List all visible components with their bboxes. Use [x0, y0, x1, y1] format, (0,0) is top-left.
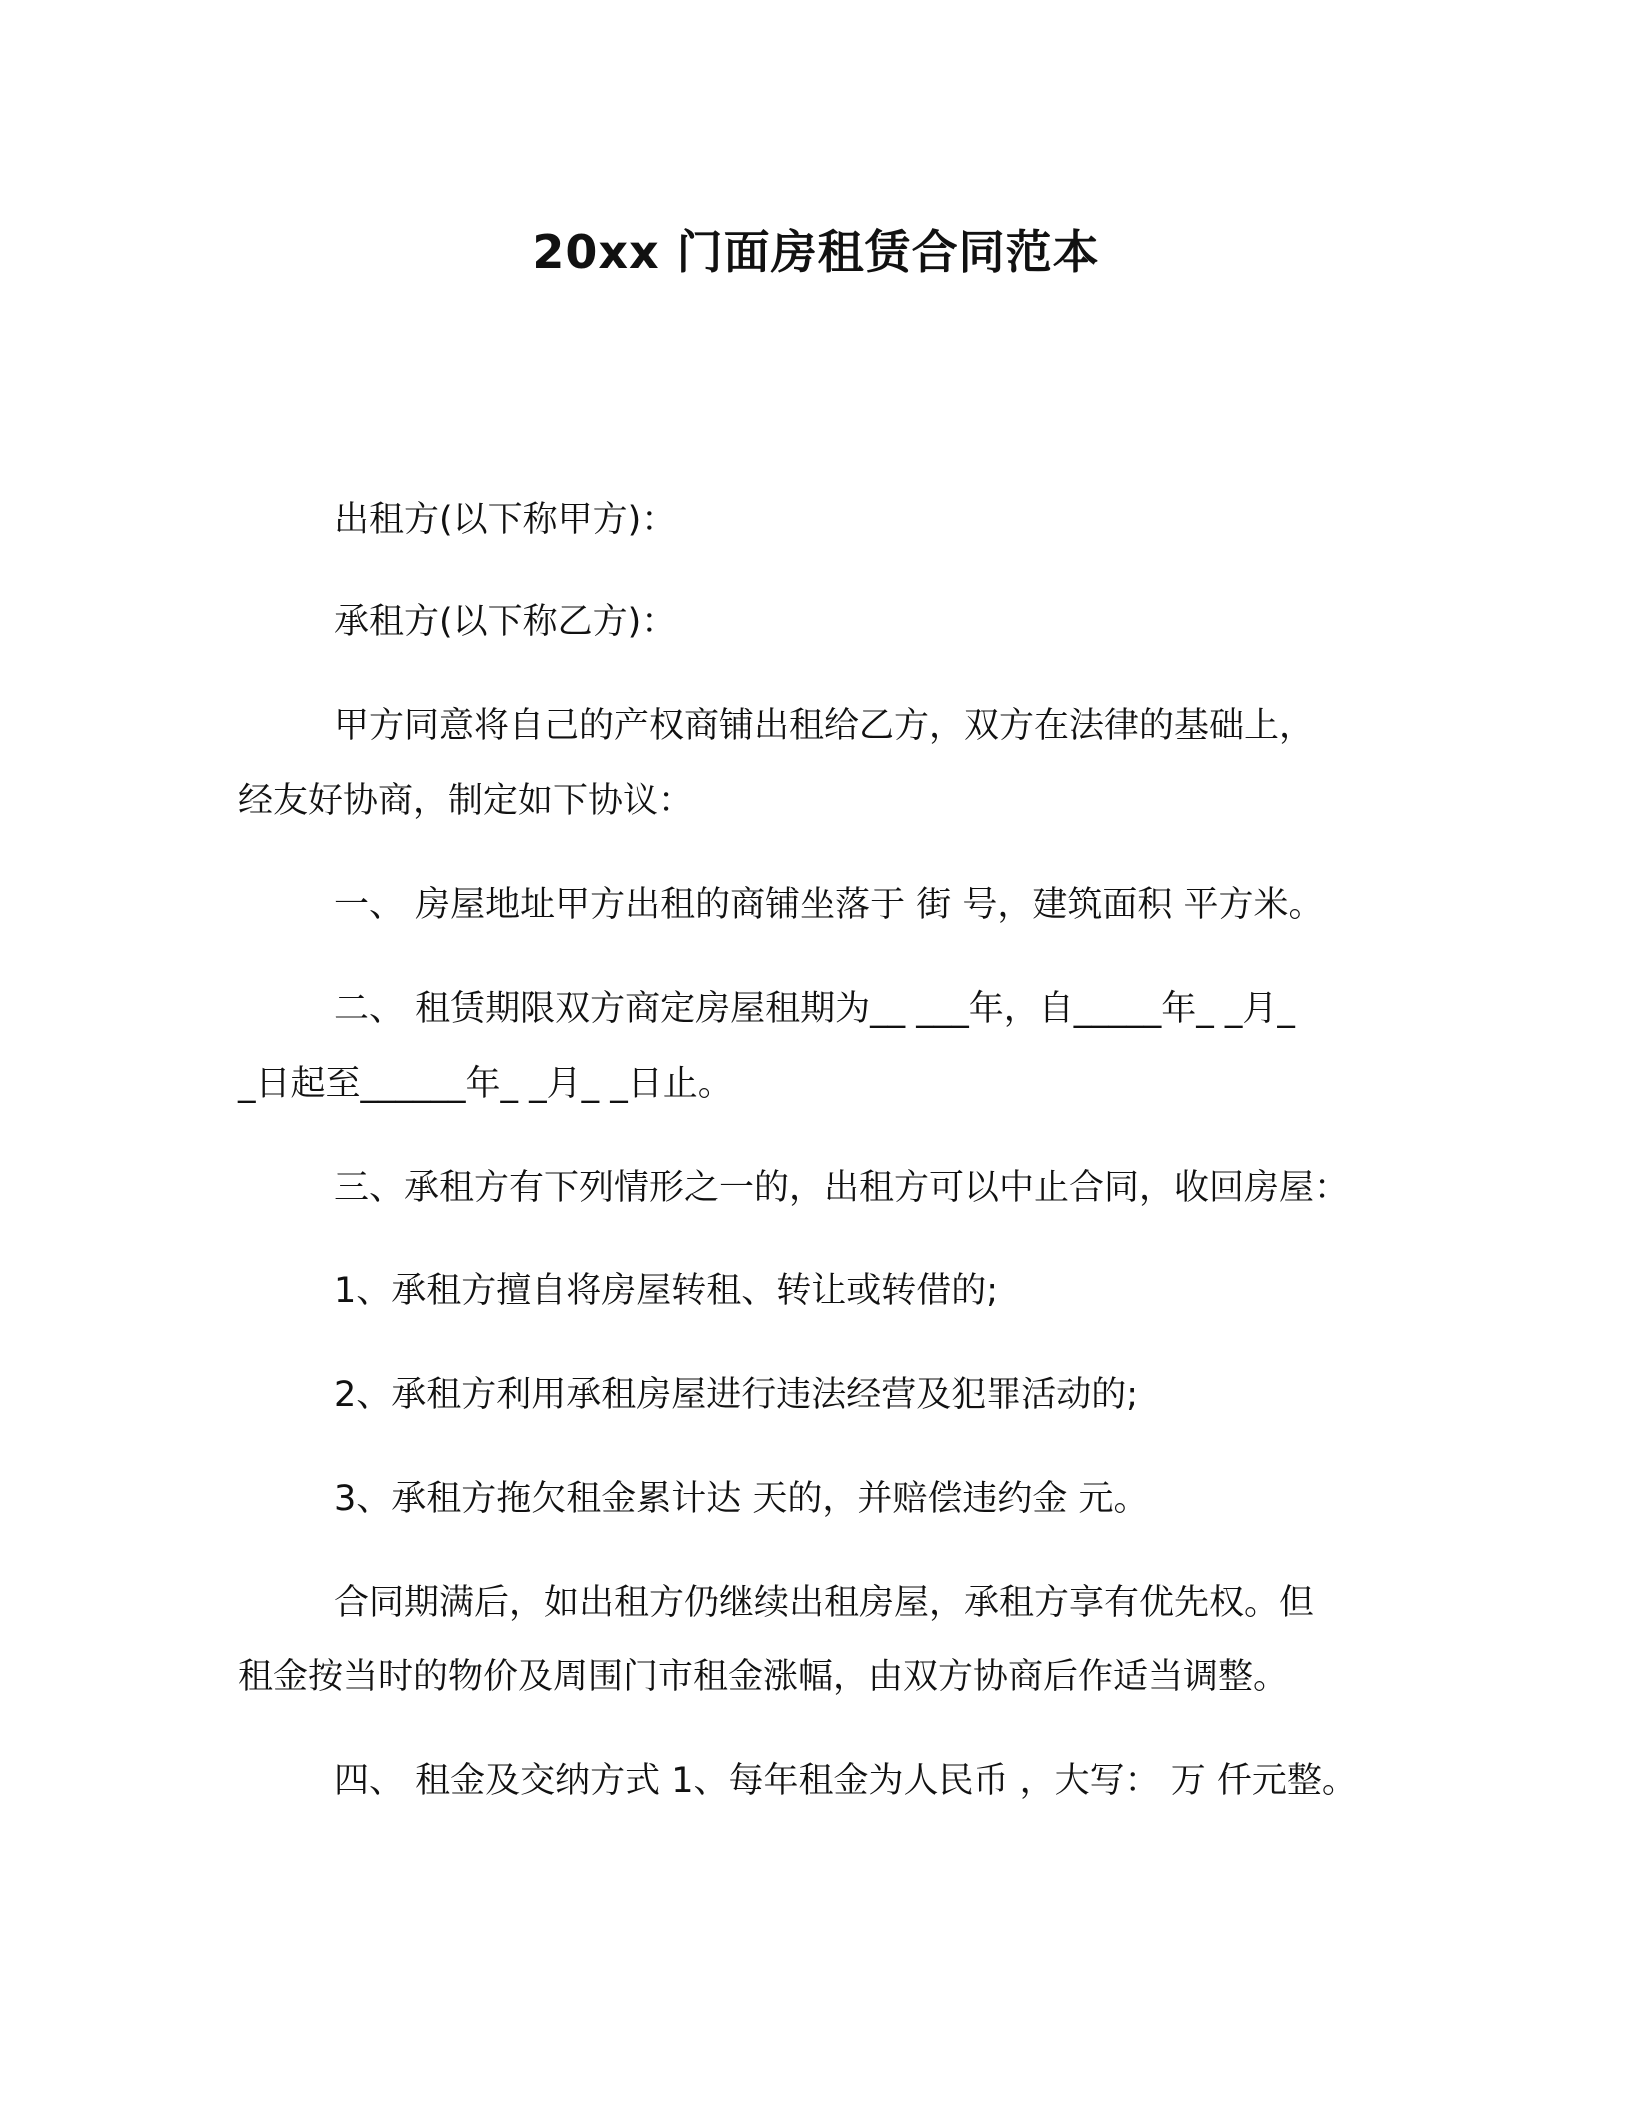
renewal-line-1: 合同期满后，如出租方仍继续出租房屋，承租方享有优先权。但 — [334, 1583, 1315, 1623]
preamble-line-1: 甲方同意将自己的产权商铺出租给乙方，双方在法律的基础上， — [334, 706, 1315, 746]
clause-3-item-3: 3、承租方拖欠租金累计达 天的，并赔偿违约金 元。 — [334, 1479, 1149, 1519]
clause-1-address: 一、 房屋地址甲方出租的商铺坐落于 街 号，建筑面积 平方米。 — [334, 885, 1324, 925]
clause-3-termination: 三、承租方有下列情形之一的，出租方可以中止合同，收回房屋： — [334, 1168, 1350, 1208]
clause-2-term-line-1: 二、 租赁期限双方商定房屋租期为__ ___年，自_____年_ _月_ — [334, 989, 1295, 1029]
lessee-line: 承租方(以下称乙方)： — [334, 602, 677, 642]
preamble-line-2: 经友好协商，制定如下协议： — [238, 781, 694, 821]
lessor-line: 出租方(以下称甲方)： — [334, 500, 677, 540]
document-title: 20xx 门面房租赁合同范本 — [532, 225, 1100, 279]
clause-2-term-line-2: _日起至______年_ _月_ _日止。 — [238, 1064, 733, 1104]
clause-4-rent: 四、 租金及交纳方式 1、每年租金为人民币 ，大写： 万 仟元整。 — [334, 1761, 1357, 1801]
clause-3-item-1: 1、承租方擅自将房屋转租、转让或转借的; — [334, 1271, 999, 1311]
renewal-line-2: 租金按当时的物价及周围门市租金涨幅，由双方协商后作适当调整。 — [238, 1657, 1289, 1697]
clause-3-item-2: 2、承租方利用承租房屋进行违法经营及犯罪活动的; — [334, 1375, 1139, 1415]
